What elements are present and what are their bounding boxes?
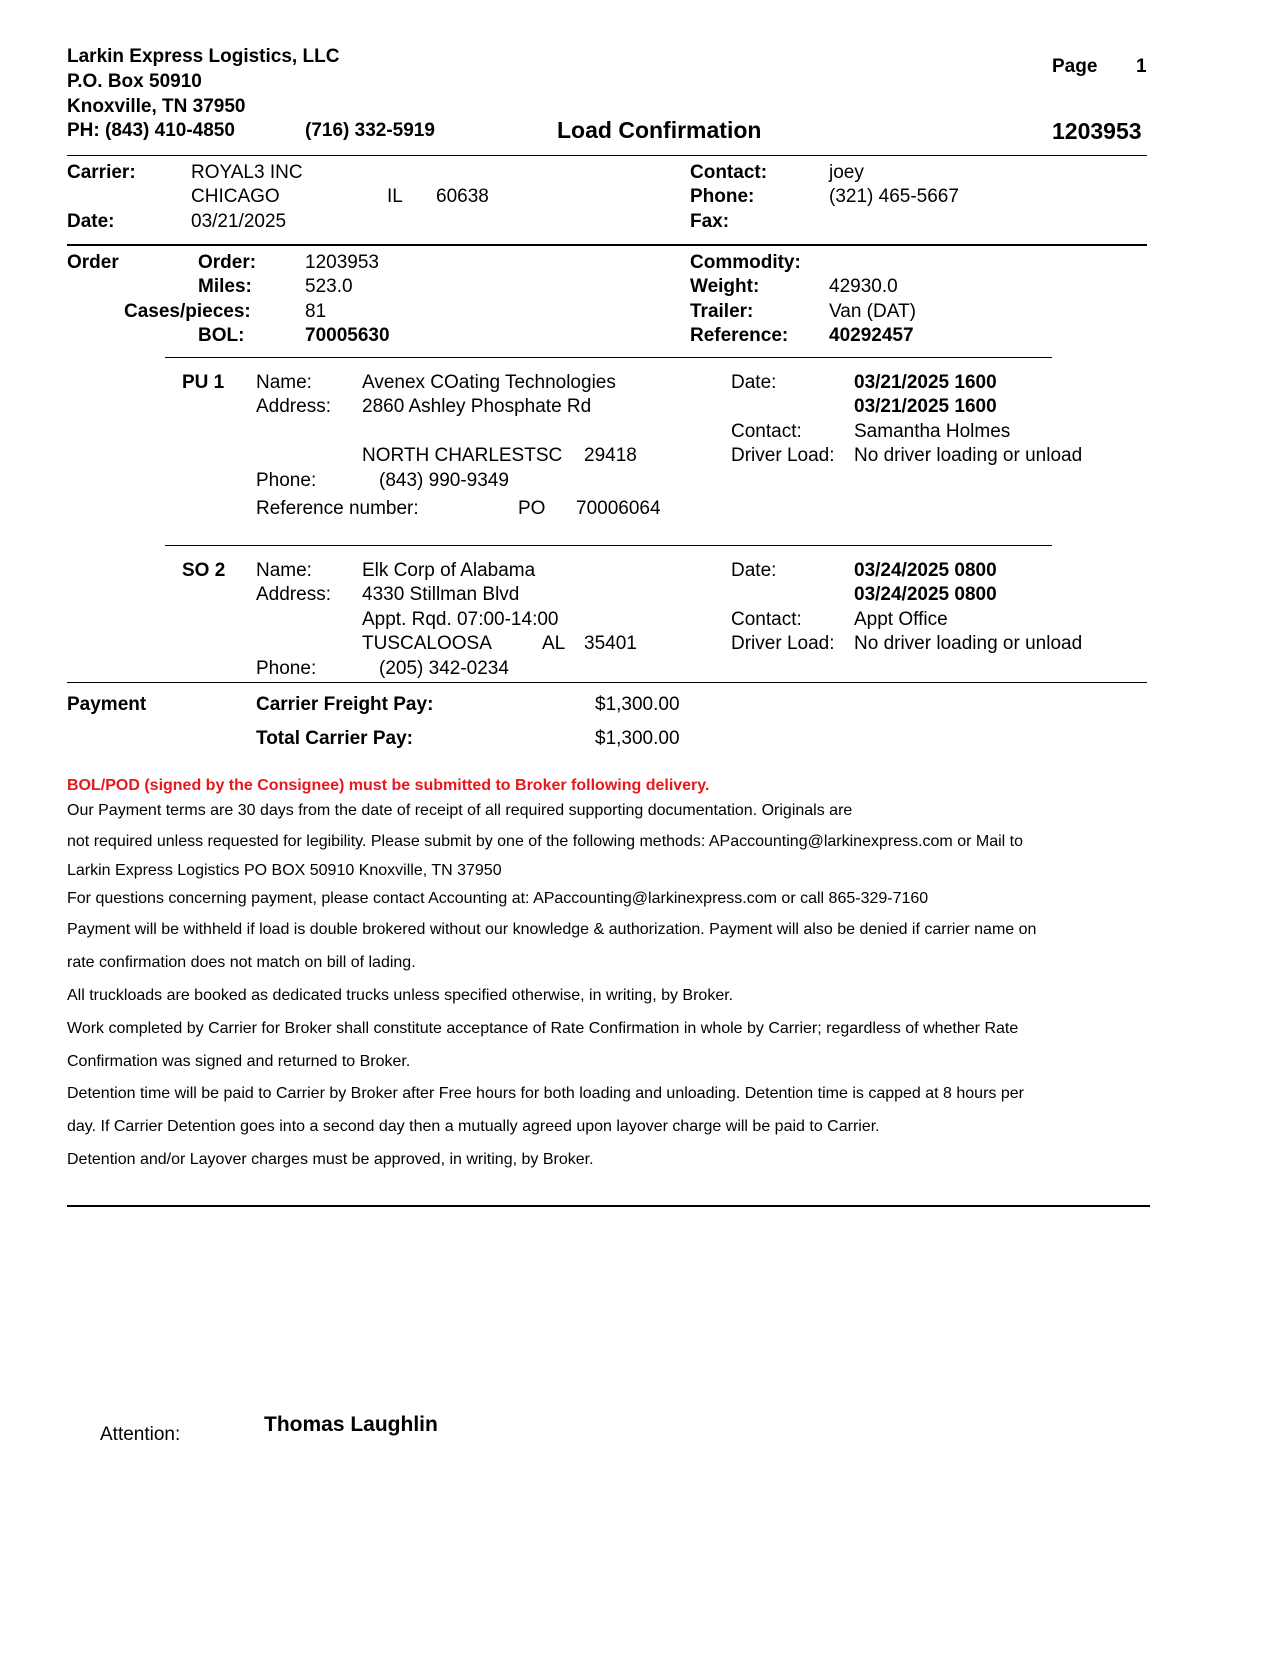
stop-address: 2860 Ashley Phosphate Rd bbox=[362, 396, 592, 417]
carrier-name: ROYAL3 INC bbox=[191, 162, 303, 183]
stop-contact: Appt Office bbox=[854, 609, 948, 630]
weight-label: Weight: bbox=[690, 276, 760, 297]
terms-line: All truckloads are booked as dedicated trucks unless specified otherwise, in writing, by Broker. bbox=[67, 987, 734, 1004]
document-title: Load Confirmation bbox=[557, 117, 762, 143]
bol-value: 70005630 bbox=[305, 325, 390, 346]
stop-zip: 29418 bbox=[584, 445, 637, 466]
stop-reference-type: PO bbox=[518, 498, 546, 519]
terms-line: Work completed by Carrier for Broker shall constitute acceptance of Rate Confirmation in whole by Carrier; regardless of whether Rate bbox=[67, 1020, 1019, 1037]
terms-line: Confirmation was signed and returned to Broker. bbox=[67, 1053, 411, 1070]
page-number: 1 bbox=[1136, 56, 1147, 77]
cases-label: Cases/pieces: bbox=[124, 301, 251, 322]
company-name: Larkin Express Logistics, LLC bbox=[67, 46, 340, 67]
terms-line: For questions concerning payment, please contact Accounting at: APaccounting@larkinexpress.com or call 865-329-7160 bbox=[67, 890, 929, 907]
total-pay-value: $1,300.00 bbox=[595, 728, 680, 749]
stop-date-label: Date: bbox=[731, 372, 777, 393]
carrier-zip: 60638 bbox=[436, 186, 489, 207]
terms-line: day. If Carrier Detention goes into a second day then a mutually agreed upon layover charge will be paid to Carrier. bbox=[67, 1118, 880, 1135]
phone-label: Phone: bbox=[690, 186, 755, 207]
bol-label: BOL: bbox=[198, 325, 245, 346]
stop-date-from: 03/24/2025 0800 bbox=[854, 560, 997, 581]
reference-value: 40292457 bbox=[829, 325, 914, 346]
stop-name-label: Name: bbox=[256, 372, 312, 393]
page-label: Page bbox=[1052, 56, 1098, 77]
stop-name: Avenex COating Technologies bbox=[362, 372, 616, 393]
stop-date-from: 03/21/2025 1600 bbox=[854, 372, 997, 393]
stop-name: Elk Corp of Alabama bbox=[362, 560, 536, 581]
stop-driver-load: No driver loading or unload bbox=[854, 633, 1083, 654]
order-value: 1203953 bbox=[305, 252, 379, 273]
weight-value: 42930.0 bbox=[829, 276, 898, 297]
contact-value: joey bbox=[829, 162, 864, 183]
carrier-label: Carrier: bbox=[67, 162, 136, 183]
stop-appointment: Appt. Rqd. 07:00-14:00 bbox=[362, 609, 559, 630]
stop-state: AL bbox=[542, 633, 566, 654]
bol-pod-notice: BOL/POD (signed by the Consignee) must be submitted to Broker following delivery. bbox=[67, 777, 710, 794]
load-number: 1203953 bbox=[1052, 118, 1142, 144]
divider bbox=[67, 1205, 1150, 1207]
contact-label: Contact: bbox=[690, 162, 768, 183]
attention-name: Thomas Laughlin bbox=[264, 1413, 438, 1436]
fax-label: Fax: bbox=[690, 211, 730, 232]
phone-value: (321) 465-5667 bbox=[829, 186, 959, 207]
stop-address-label: Address: bbox=[256, 584, 331, 605]
stop-phone: (205) 342-0234 bbox=[379, 658, 509, 679]
miles-label: Miles: bbox=[198, 276, 252, 297]
stop-driver-label: Driver Load: bbox=[731, 633, 835, 654]
divider bbox=[67, 682, 1147, 683]
divider bbox=[67, 244, 1147, 246]
stop-code: SO 2 bbox=[182, 560, 226, 581]
company-po-box: P.O. Box 50910 bbox=[67, 71, 202, 92]
terms-line: Our Payment terms are 30 days from the date of receipt of all required supporting documentation. Originals are bbox=[67, 802, 853, 819]
date-value: 03/21/2025 bbox=[191, 211, 287, 232]
divider bbox=[165, 545, 1052, 546]
stop-reference-value: 70006064 bbox=[576, 498, 661, 519]
reference-label: Reference: bbox=[690, 325, 789, 346]
attention-label: Attention: bbox=[100, 1424, 181, 1445]
company-phone: PH: (843) 410-4850 bbox=[67, 120, 235, 141]
stop-phone: (843) 990-9349 bbox=[379, 470, 509, 491]
stop-name-label: Name: bbox=[256, 560, 312, 581]
company-phone-2: (716) 332-5919 bbox=[305, 120, 435, 141]
stop-driver-label: Driver Load: bbox=[731, 445, 835, 466]
stop-reference-label: Reference number: bbox=[256, 498, 419, 519]
terms-line: not required unless requested for legibility. Please submit by one of the following methods: APaccounting@larkinexpress.com or Mail to bbox=[67, 833, 1023, 850]
stop-code: PU 1 bbox=[182, 372, 225, 393]
stop-zip: 35401 bbox=[584, 633, 637, 654]
divider bbox=[67, 155, 1147, 156]
cases-value: 81 bbox=[305, 301, 327, 322]
stop-contact-label: Contact: bbox=[731, 609, 802, 630]
miles-value: 523.0 bbox=[305, 276, 353, 297]
stop-phone-label: Phone: bbox=[256, 470, 317, 491]
freight-pay-label: Carrier Freight Pay: bbox=[256, 694, 434, 715]
stop-city: NORTH CHARLESTSC bbox=[362, 445, 563, 466]
order-section-label: Order bbox=[67, 252, 119, 273]
trailer-value: Van (DAT) bbox=[829, 301, 916, 322]
order-label: Order: bbox=[198, 252, 257, 273]
date-label: Date: bbox=[67, 211, 115, 232]
stop-driver-load: No driver loading or unload bbox=[854, 445, 1083, 466]
stop-date-to: 03/21/2025 1600 bbox=[854, 396, 997, 417]
stop-phone-label: Phone: bbox=[256, 658, 317, 679]
stop-date-to: 03/24/2025 0800 bbox=[854, 584, 997, 605]
terms-line: Larkin Express Logistics PO BOX 50910 Knoxville, TN 37950 bbox=[67, 862, 502, 879]
divider bbox=[165, 357, 1052, 358]
stop-address: 4330 Stillman Blvd bbox=[362, 584, 520, 605]
stop-contact-label: Contact: bbox=[731, 421, 802, 442]
carrier-city: CHICAGO bbox=[191, 186, 280, 207]
freight-pay-value: $1,300.00 bbox=[595, 694, 680, 715]
stop-date-label: Date: bbox=[731, 560, 777, 581]
stop-contact: Samantha Holmes bbox=[854, 421, 1011, 442]
trailer-label: Trailer: bbox=[690, 301, 754, 322]
commodity-label: Commodity: bbox=[690, 252, 801, 273]
company-city: Knoxville, TN 37950 bbox=[67, 96, 246, 117]
carrier-state: IL bbox=[387, 186, 403, 207]
terms-line: Detention time will be paid to Carrier by Broker after Free hours for both loading and unloading. Detention time is capped at 8 hours per bbox=[67, 1085, 1024, 1102]
terms-line: Detention and/or Layover charges must be approved, in writing, by Broker. bbox=[67, 1151, 594, 1168]
terms-line: rate confirmation does not match on bill of lading. bbox=[67, 954, 416, 971]
payment-section-label: Payment bbox=[67, 694, 147, 715]
total-pay-label: Total Carrier Pay: bbox=[256, 728, 413, 749]
stop-address-label: Address: bbox=[256, 396, 331, 417]
stop-city: TUSCALOOSA bbox=[362, 633, 492, 654]
terms-line: Payment will be withheld if load is double brokered without our knowledge & authorization. Payment will also be denied if carrier name on bbox=[67, 921, 1037, 938]
